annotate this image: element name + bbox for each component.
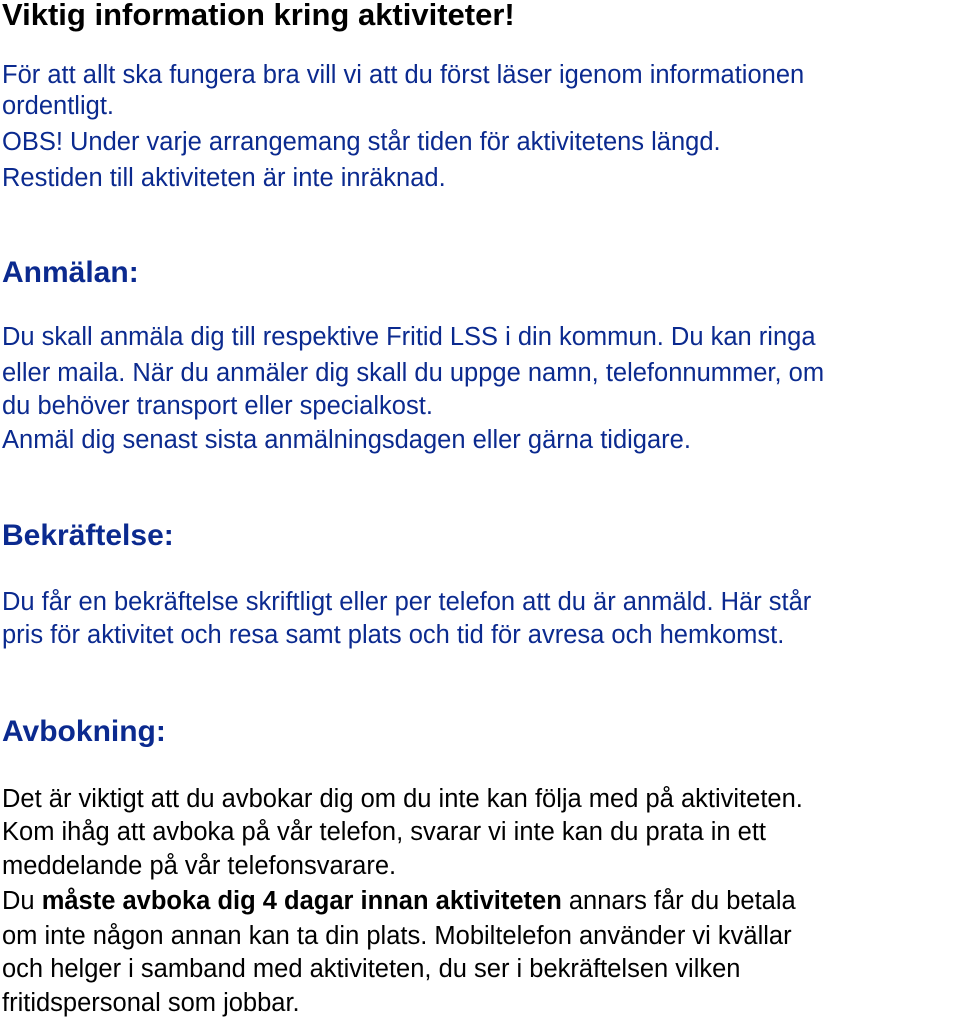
intro-line-3: OBS! Under varje arrangemang står tiden för aktivitetens längd.	[2, 128, 721, 156]
anmalan-line-3: du behöver transport eller specialkost.	[2, 392, 433, 420]
avbokning-line-5: om inte någon annan kan ta din plats. Mobiltelefon använder vi kvällar	[2, 922, 792, 950]
bekraftelse-heading: Bekräftelse:	[2, 519, 174, 552]
intro-line-1: För att allt ska fungera bra vill vi att du först läser igenom informationen	[2, 61, 805, 89]
bekraftelse-line-2: pris för aktivitet och resa samt plats och tid för avresa och hemkomst.	[2, 621, 785, 649]
avbokning-line-7: fritidspersonal som jobbar.	[2, 989, 300, 1017]
intro-line-2: ordentligt.	[2, 92, 114, 120]
avbokning-line-4	[2, 885, 796, 917]
anmalan-line-2: eller maila. När du anmäler dig skall du uppge namn, telefonnummer, om	[2, 359, 825, 387]
avbokning-line-4-post: annars får du betala	[561, 887, 796, 915]
avbokning-line-6: och helger i samband med aktiviteten, du ser i bekräftelsen vilken	[2, 955, 741, 983]
page-title: Viktig information kring aktiviteter!	[2, 0, 515, 32]
intro-line-4: Restiden till aktiviteten är inte inräknad.	[2, 164, 446, 192]
avbokning-line-1: Det är viktigt att du avbokar dig om du inte kan följa med på aktiviteten.	[2, 785, 803, 813]
anmalan-heading: Anmälan:	[2, 256, 139, 289]
avbokning-line-3: meddelande på vår telefonsvarare.	[2, 852, 397, 880]
avbokning-line-4-bold: måste avboka dig 4 dagar innan aktiviteten	[41, 887, 562, 915]
anmalan-line-4: Anmäl dig senast sista anmälningsdagen eller gärna tidigare.	[2, 426, 691, 454]
bekraftelse-line-1: Du får en bekräftelse skriftligt eller per telefon att du är anmäld. Här står	[2, 588, 812, 616]
avbokning-line-2: Kom ihåg att avboka på vår telefon, svarar vi inte kan du prata in ett	[2, 818, 767, 846]
avbokning-heading: Avbokning:	[2, 715, 166, 748]
anmalan-line-1: Du skall anmäla dig till respektive Fritid LSS i din kommun. Du kan ringa	[2, 323, 816, 351]
avbokning-line-4-pre: Du	[2, 887, 42, 915]
